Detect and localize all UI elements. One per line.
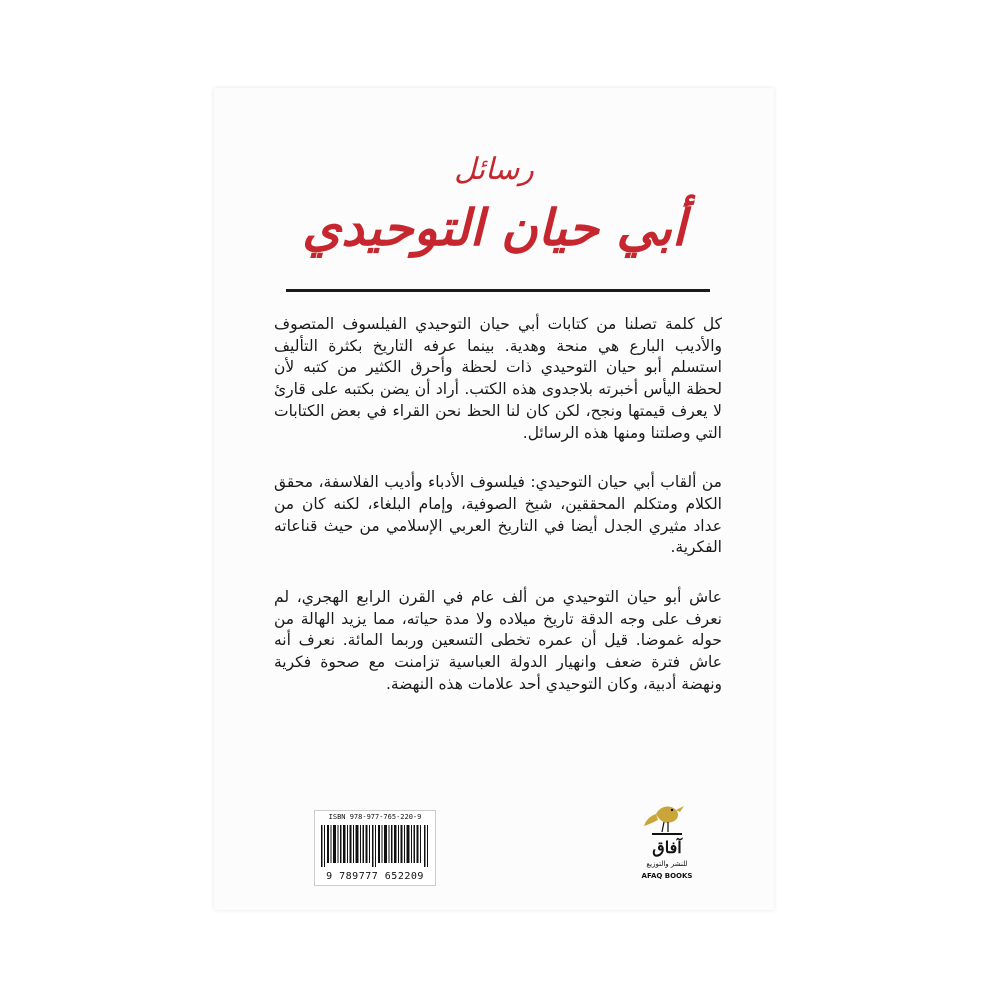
blurb-paragraph-3: عاش أبو حيان التوحيدي من ألف عام في القرن الرابع الهجري، لم نعرف على وجه الدقة تاريخ ميلاده ولا مدة حياته، مما يزيد الهالة من حوله غموضا. قيل أن عمره تخطى التسعين وربما المائة. نعرف أنه عاش فترة ضعف وانهيار الدولة العباسية تزامنت مع صحوة فكرية ونهضة أدبية، وكان التوحيدي أحد علامات هذه النهضة.: [274, 588, 722, 693]
blurb-paragraph-1: كل كلمة تصلنا من كتابات أبي حيان التوحيدي الفيلسوف المتصوف والأديب البارع هي منحة وهدية. بينما عرفه التاريخ بكثرة التأليف استسلم أبو حيان التوحيدي ذات لحظة وأحرق الكثير من كتبه لأن لحظة اليأس أخبرته بلاجدوى هذه الكتب. أراد أن يضن بكتبه على قارئ لا يعرف قيمتها ونجح، لكن كان لنا الحظ نحن القراء في بعض الكتابات التي وصلتنا ومنها هذه الرسائل.: [274, 315, 722, 442]
cover-title: أبي حيان التوحيدي: [302, 198, 686, 257]
title-divider: [286, 289, 710, 292]
publisher-name-en: AFAQ BOOKS: [641, 872, 693, 880]
isbn-barcode: [314, 810, 436, 886]
barcode-bars-icon: [321, 825, 429, 867]
publisher-logo: [634, 800, 700, 886]
cover-subtitle: رسائل: [454, 152, 534, 187]
publisher-subtitle-ar: للنشر والتوزيع: [646, 860, 688, 868]
blurb-text: [274, 314, 722, 724]
isbn-label: ISBN 978-977-765-220-9: [328, 813, 422, 821]
bird-icon: [634, 800, 700, 840]
book-back-cover: [214, 88, 774, 910]
barcode-number: 9 789777 652209: [326, 871, 424, 882]
blurb-paragraph-2: من ألقاب أبي حيان التوحيدي: فيلسوف الأدباء وأديب الفلاسفة، محقق الكلام ومتكلم المحققين، شيخ الصوفية، وإمام البلغاء، لكنه كان من عداد مثيري الجدل أيضا في التاريخ العربي الإسلامي من حيث قناعاته الفكرية.: [274, 473, 722, 557]
publisher-name-ar: آفاق: [652, 838, 682, 857]
